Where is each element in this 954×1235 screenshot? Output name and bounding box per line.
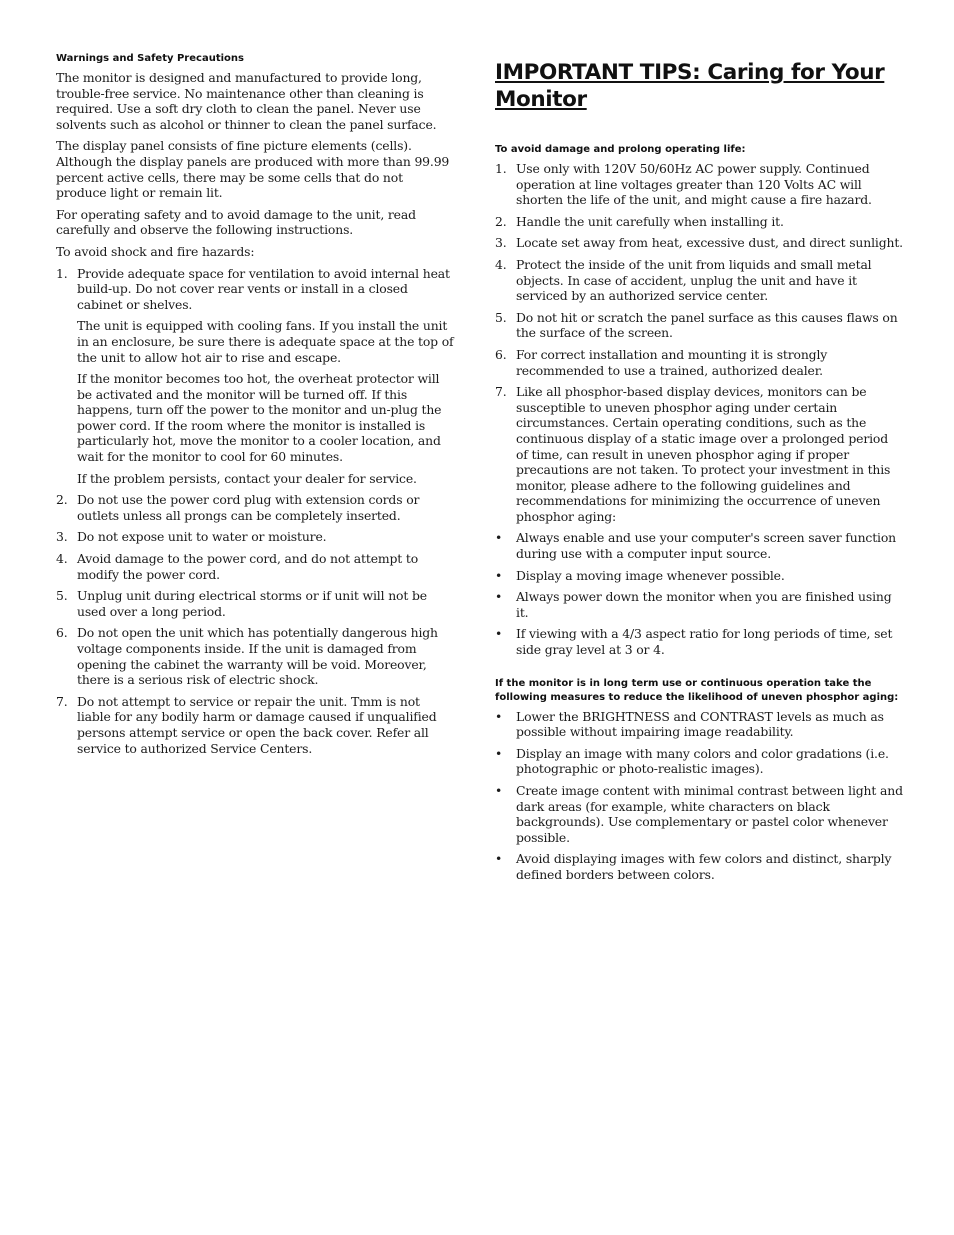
item-subparagraph: The unit is equipped with cooling fans. If you install the unit in an enclosure, be sure there is adequate space at the top of the unit to allow hot air to rise and escape. (77, 318, 454, 365)
bullet-text: Always enable and use your computer's screen saver function during use with a computer input source. (516, 530, 896, 562)
bullet-item (495, 746, 903, 777)
bullet-icon: • (495, 626, 503, 642)
paragraph: The display panel consists of fine picture elements (cells). Although the display panels are produced with more than 99.99 percent active cells, there may be some cells that do not produce light or remain lit. (56, 138, 450, 201)
right-column (495, 56, 903, 889)
paragraph: For operating safety and to avoid damage to the unit, read carefully and observe the following instructions. (56, 206, 416, 238)
item-text: Do not open the unit which has potentially dangerous high voltage components inside. If the unit is damaged from opening the cabinet the warranty will be void. Moreover, there is a serious risk of electric shock. (77, 625, 438, 688)
item-text: Do not hit or scratch the panel surface as this causes flaws on the surface of the screen. (516, 309, 898, 341)
item-number: 6. (495, 346, 507, 362)
section-label: To avoid damage and prolong operating life: (495, 144, 746, 155)
item-number: 1. (56, 265, 68, 281)
item-number: 7. (495, 384, 507, 400)
paragraph: The monitor is designed and manufactured to provide long, trouble-free service. No maintenance other than cleaning is required. Use a soft dry cloth to clean the panel. Never use solvents such as alcohol or thinner to clean the panel surface. (56, 70, 437, 132)
spacer (495, 664, 903, 677)
item-number: 5. (495, 309, 507, 325)
item-number: 4. (56, 551, 68, 567)
bullet-icon: • (495, 851, 503, 867)
measures-bullets (495, 709, 903, 883)
list-item (495, 310, 903, 341)
item-number: 4. (495, 256, 507, 272)
item-text: Do not use the power cord plug with extension cords or outlets unless all prongs can be completely inserted. (77, 492, 420, 523)
list-item (56, 551, 456, 582)
bullet-item (495, 568, 903, 584)
guideline-bullets (495, 530, 903, 657)
list-item (56, 266, 456, 487)
page-title: IMPORTANT TIPS: Caring for Your Monitor (495, 60, 885, 112)
item-text: For correct installation and mounting it is strongly recommended to use a trained, authorized dealer. (516, 346, 828, 378)
item-text: Avoid damage to the power cord, and do not attempt to modify the power cord. (77, 551, 419, 582)
list-item (56, 529, 456, 545)
item-number: 3. (56, 529, 68, 545)
bullet-icon: • (495, 745, 503, 761)
bullet-icon: • (495, 567, 503, 583)
warnings-heading: Warnings and Safety Precautions (56, 53, 244, 64)
bullet-icon: • (495, 708, 503, 724)
left-column (56, 52, 456, 762)
shock-fire-list (56, 266, 456, 757)
item-number: 2. (56, 492, 68, 508)
item-number: 5. (56, 588, 68, 604)
bullet-item (495, 589, 903, 620)
item-text: Protect the inside of the unit from liquids and small metal objects. In case of accident, unplug the unit and have it serviced by an authorized service center. (516, 256, 872, 304)
bullet-text: Display a moving image whenever possible. (516, 567, 785, 583)
item-text: Like all phosphor-based display devices, monitors can be susceptible to uneven phosphor aging under certain circumstances. Certain operating conditions, such as the continuous display of a static image over a prolonged period of time, can result in uneven phosphor aging if proper precautions are not taken. To protect your investment in this monitor, please adhere to the following guidelines and recommendations for minimizing the occurrence of uneven phosphor aging: (516, 384, 891, 524)
item-text: Do not attempt to service or repair the unit. Tmm is not liable for any bodily harm or damage caused if unqualified persons attempt service or open the back cover. Refer all service to authorized Service Centers. (77, 693, 437, 756)
bullet-text: Lower the BRIGHTNESS and CONTRAST levels as much as possible without impairing image readability. (516, 708, 884, 740)
item-text: Unplug unit during electrical storms or if unit will not be used over a long period. (77, 588, 427, 619)
list-item (495, 257, 903, 304)
bullet-text: Display an image with many colors and color gradations (i.e. photographic or photo-realistic images). (516, 745, 889, 777)
list-item (56, 492, 456, 523)
item-text: Provide adequate space for ventilation to avoid internal heat build-up. Do not cover rear vents or install in a closed cabinet or shelves. (77, 265, 450, 312)
bullet-item (495, 530, 903, 561)
list-item (56, 588, 456, 619)
bullet-icon: • (495, 589, 503, 605)
item-subparagraph: If the problem persists, contact your dealer for service. (77, 470, 417, 486)
bullet-item (495, 626, 903, 657)
list-item (56, 694, 456, 756)
bullet-text: Avoid displaying images with few colors and distinct, sharply defined borders between colors. (516, 851, 892, 882)
item-number: 1. (495, 161, 507, 176)
item-subparagraph: If the monitor becomes too hot, the overheat protector will be activated and the monitor will be turned off. If this happens, turn off the power to the monitor and un-plug the power cord. If the room where the monitor is installed is particularly hot, move the monitor to a cooler location, and wait for the monitor to cool for 60 minutes. (77, 371, 442, 465)
bullet-icon: • (495, 530, 503, 546)
list-item (495, 235, 903, 251)
item-text: Do not expose unit to water or moisture. (77, 529, 327, 545)
list-item (495, 214, 903, 230)
item-number: 7. (56, 693, 68, 709)
care-list (495, 161, 903, 524)
item-text: Locate set away from heat, excessive dust, and direct sunlight. (516, 235, 903, 251)
bullet-item (495, 851, 903, 882)
paragraph: To avoid shock and fire hazards: (56, 243, 255, 259)
bullet-text: Always power down the monitor when you are finished using it. (516, 589, 892, 620)
bullet-item (495, 783, 903, 845)
item-text: Use only with 120V 50/60Hz AC power supply. Continued operation at line voltages greater than 120 Volts AC will shorten the life of the unit, and might cause a fire hazard. (516, 161, 872, 208)
item-number: 3. (495, 235, 507, 251)
list-item (495, 161, 903, 208)
bullet-icon: • (495, 783, 503, 798)
bullet-item (495, 709, 903, 740)
section-label: If the monitor is in long term use or continuous operation take the following measures to reduce the likelihood of uneven phosphor aging: (495, 677, 899, 703)
item-number: 6. (56, 625, 68, 641)
list-item (495, 384, 903, 524)
item-number: 2. (495, 213, 507, 229)
bullet-text: If viewing with a 4/3 aspect ratio for long periods of time, set side gray level at 3 or 4. (516, 626, 893, 658)
list-item (56, 625, 456, 687)
bullet-text: Create image content with minimal contrast between light and dark areas (for example, white characters on black backgrounds). Use complementary or pastel color whenever possible. (516, 783, 903, 845)
item-text: Handle the unit carefully when installing it. (516, 213, 784, 229)
list-item (495, 347, 903, 378)
